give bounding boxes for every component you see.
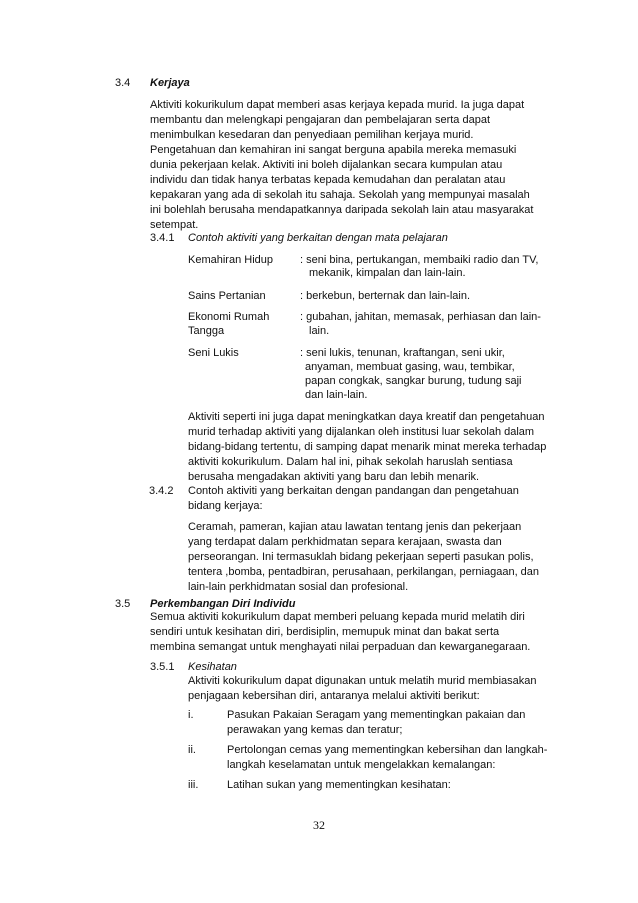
list-item-number: iii. [188,779,199,791]
row-label: Seni Lukis [188,347,239,359]
text-line: bidang-bidang tertentu, di samping dapat menarik minat mereka terhadap [188,441,547,453]
subsection-paragraph [188,674,563,704]
text-line: penjagaan kebersihan diri, antaranya melalui aktiviti berikut: [188,690,480,702]
text-line: setempat. [150,219,199,231]
text-line: berusaha mengadakan aktiviti yang baru dan lebih menarik. [188,471,480,483]
page-number: 32 [313,818,325,832]
list-item-number: i. [188,709,194,721]
row-label: Sains Pertanian [188,290,266,302]
row-value: : gubahan, jahitan, memasak, perhiasan dan lain- [300,311,541,323]
text-line: Semua aktiviti kokurikulum dapat memberi peluang kepada murid melatih diri [150,611,525,623]
section-paragraph [150,610,563,655]
subsection-title: Kesihatan [188,661,237,673]
text-line: yang terdapat dalam perkhidmatan separa kerajaan, swasta dan [188,536,502,548]
text-line: murid terhadap aktiviti yang dijalankan oleh institusi luar sekolah dalam [188,426,535,438]
text-line: dunia pekerjaan kelak. Aktiviti ini boleh dijalankan secara kumpulan atau [150,159,503,171]
text-line: membina semangat untuk menghayati nilai perpaduan dan kewarganegaraan. [150,641,531,653]
subsection-title [188,484,563,514]
text-line: perawakan yang kemas dan teratur; [227,724,403,736]
text-line: sendiri untuk kesihatan diri, berdisiplin, memupuk minat dan bakat serta [150,626,500,638]
row-value: : berkebun, berternak dan lain-lain. [300,290,470,302]
row-value: lain. [309,325,330,337]
text-line: lain-lain perkhidmatan sosial dan profesional. [188,581,409,593]
row-label: Ekonomi Rumah [188,311,270,323]
row-value: dan lain-lain. [305,389,368,401]
list-item-text [227,778,563,793]
text-line: aktiviti kokurikulum. Dalam hal ini, pihak sekolah haruslah sentiasa [188,456,513,468]
text-line: Aktiviti seperti ini juga dapat meningkatkan daya kreatif dan pengetahuan [188,411,545,423]
row-value: papan congkak, sangkar burung, tudung saji [305,375,522,387]
row-label: Kemahiran Hidup [188,254,273,266]
subsection-number: 3.5.1 [150,661,175,673]
subsection-paragraph [188,410,563,485]
subsection-number: 3.4.1 [150,232,175,244]
text-line: Pertolongan cemas yang mementingkan kebersihan dan langkah- [227,744,548,756]
text-line: Pengetahuan dan kemahiran ini sangat berguna apabila mereka memasuki [150,144,517,156]
row-label: Tangga [188,325,225,337]
text-line: menimbulkan kesedaran dan penyediaan pemilihan kerjaya murid. [150,129,474,141]
text-line: kepakaran yang ada di sekolah itu sahaja. Sekolah yang mempunyai masalah [150,189,530,201]
text-line: bidang kerjaya: [188,500,263,512]
text-line: membantu dan melengkapi pengajaran dan pembelajaran serta dapat [150,114,491,126]
row-value: : seni bina, pertukangan, membaiki radio dan TV, [300,254,539,266]
list-item-text [227,708,563,738]
section-paragraph [150,98,563,233]
list-item-number: ii. [188,744,196,756]
section-title: Kerjaya [150,77,190,89]
text-line: Latihan sukan yang mementingkan kesihatan: [227,779,451,791]
text-line: individu dan tidak hanya terbatas kepada kemudahan dan peralatan atau [150,174,506,186]
text-line: Contoh aktiviti yang berkaitan dengan pandangan dan pengetahuan [188,485,519,497]
row-value: mekanik, kimpalan dan lain-lain. [309,267,466,279]
text-line: Aktiviti kokurikulum dapat memberi asas kerjaya kepada murid. Ia juga dapat [150,99,525,111]
section-number: 3.4 [115,77,131,89]
subsection-number: 3.4.2 [149,485,174,497]
list-item-text [227,743,563,773]
subsection-title: Contoh aktiviti yang berkaitan dengan mata pelajaran [188,232,448,244]
text-line: perseorangan. Ini termasuklah bidang pekerjaan seperti pasukan polis, [188,551,534,563]
text-line: Ceramah, pameran, kajian atau lawatan tentang jenis dan pekerjaan [188,521,522,533]
row-value: anyaman, membuat gasing, wau, tembikar, [305,361,515,373]
section-number: 3.5 [115,598,131,610]
text-line: ini bolehlah berusaha mendapatkannya daripada sekolah lain atau masyarakat [150,204,534,216]
text-line: Pasukan Pakaian Seragam yang mementingkan pakaian dan [227,709,526,721]
text-line: Aktiviti kokurikulum dapat digunakan untuk melatih murid membiasakan [188,675,537,687]
subsection-paragraph [188,520,563,595]
text-line: tentera ,bomba, pentadbiran, perusahaan, perkilangan, perniagaan, dan [188,566,540,578]
section-title: Perkembangan Diri Individu [150,598,296,610]
text-line: langkah keselamatan untuk mengelakkan kemalangan: [227,759,496,771]
row-value: : seni lukis, tenunan, kraftangan, seni ukir, [300,347,505,359]
